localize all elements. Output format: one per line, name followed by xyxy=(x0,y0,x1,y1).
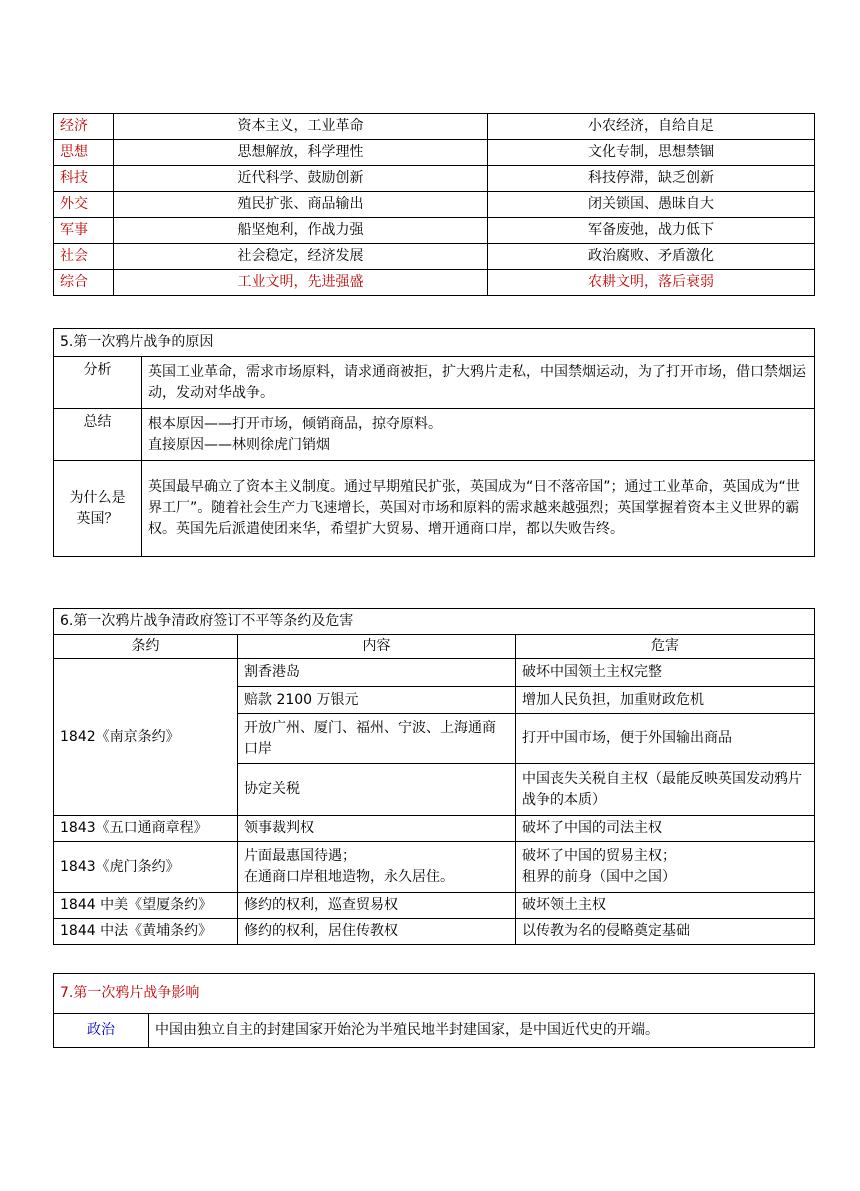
why-label-line2: 英国？ xyxy=(76,510,119,527)
comparison-west: 近代科学、鼓励创新 xyxy=(114,166,488,192)
treaty-content xyxy=(238,842,516,893)
comparison-row xyxy=(54,270,815,296)
treaty-wangxia: 1844 中美《望厦条约》 xyxy=(54,893,238,919)
treaty-content: 开放广州、厦门、福州、宁波、上海通商口岸 xyxy=(238,714,516,764)
treaty-content: 协定关税 xyxy=(238,764,516,816)
impact-table xyxy=(53,973,815,1048)
summary-root-cause: 根本原因——打开市场，倾销商品，掠夺原料。 xyxy=(148,415,442,432)
treaty-wukou: 1843《五口通商章程》 xyxy=(54,816,238,842)
comparison-label: 思想 xyxy=(54,140,114,166)
politics-label: 政治 xyxy=(54,1014,149,1048)
analysis-text: 英国工业革命，需求市场原料，请求通商被拒，扩大鸦片走私，中国禁烟运动，为了打开市场，借口禁烟运动，发动对华战争。 xyxy=(142,357,815,409)
treaty-harm: 以传教为名的侵略奠定基础 xyxy=(516,919,815,945)
comparison-row xyxy=(54,192,815,218)
comparison-label: 外交 xyxy=(54,192,114,218)
comparison-west: 工业文明，先进强盛 xyxy=(114,270,488,296)
comparison-label: 经济 xyxy=(54,114,114,140)
treaty-content: 领事裁判权 xyxy=(238,816,516,842)
treaty-harm: 破坏了中国的司法主权 xyxy=(516,816,815,842)
humen-harm-line2: 租界的前身（国中之国） xyxy=(522,869,676,885)
comparison-row xyxy=(54,140,815,166)
treaty-table xyxy=(53,608,815,945)
cause-title: 5.第一次鸦片战争的原因 xyxy=(54,329,815,357)
comparison-china: 科技停滞，缺乏创新 xyxy=(488,166,815,192)
impact-title: 7.第一次鸦片战争影响 xyxy=(54,974,815,1014)
comparison-table xyxy=(53,113,815,296)
comparison-west: 资本主义，工业革命 xyxy=(114,114,488,140)
treaty-harm: 中国丧失关税自主权（最能反映英国发动鸦片战争的本质） xyxy=(516,764,815,816)
comparison-row xyxy=(54,244,815,270)
treaty-harm: 增加人民负担，加重财政危机 xyxy=(516,687,815,714)
comparison-row xyxy=(54,114,815,140)
treaty-content: 赔款 2100 万银元 xyxy=(238,687,516,714)
treaty-huangpu: 1844 中法《黄埔条约》 xyxy=(54,919,238,945)
summary-cell xyxy=(142,409,815,461)
treaty-nanjing: 1842《南京条约》 xyxy=(54,659,238,816)
header-content: 内容 xyxy=(238,635,516,659)
comparison-china: 文化专制，思想禁锢 xyxy=(488,140,815,166)
comparison-west: 思想解放，科学理性 xyxy=(114,140,488,166)
humen-content-line1: 片面最惠国待遇； xyxy=(244,848,356,864)
comparison-row xyxy=(54,218,815,244)
why-label-line1: 为什么是 xyxy=(69,489,126,506)
why-text: 英国最早确立了资本主义制度。通过早期殖民扩张，英国成为“日不落帝国”；通过工业革命，英国成为“世界工厂”。随着社会生产力飞速增长，英国对市场和原料的需求越来越强烈；英国掌握着资本主义世界的霸权。英国先后派遣使团来华，希望扩大贸易、增开通商口岸，都以失败告终。 xyxy=(142,461,815,557)
why-label-cell xyxy=(54,461,142,557)
analysis-label: 分析 xyxy=(54,357,142,409)
treaty-harm: 打开中国市场，便于外国输出商品 xyxy=(516,714,815,764)
politics-text: 中国由独立自主的封建国家开始沦为半殖民地半封建国家，是中国近代史的开端。 xyxy=(149,1014,815,1048)
comparison-label: 军事 xyxy=(54,218,114,244)
comparison-label: 科技 xyxy=(54,166,114,192)
comparison-west: 船坚炮利，作战力强 xyxy=(114,218,488,244)
comparison-label: 综合 xyxy=(54,270,114,296)
treaty-harm: 破坏领土主权 xyxy=(516,893,815,919)
comparison-china: 政治腐败、矛盾激化 xyxy=(488,244,815,270)
summary-direct-cause: 直接原因——林则徐虎门销烟 xyxy=(148,436,330,453)
humen-content-line2: 在通商口岸租地造物，永久居住。 xyxy=(244,869,454,885)
comparison-west: 殖民扩张、商品输出 xyxy=(114,192,488,218)
treaty-title: 6.第一次鸦片战争清政府签订不平等条约及危害 xyxy=(54,609,815,635)
comparison-label: 社会 xyxy=(54,244,114,270)
comparison-china: 闭关锁国、愚昧自大 xyxy=(488,192,815,218)
comparison-china: 小农经济，自给自足 xyxy=(488,114,815,140)
cause-table xyxy=(53,328,815,557)
comparison-china: 军备废弛，战力低下 xyxy=(488,218,815,244)
comparison-west: 社会稳定，经济发展 xyxy=(114,244,488,270)
treaty-content: 修约的权利，巡查贸易权 xyxy=(238,893,516,919)
header-harm: 危害 xyxy=(516,635,815,659)
treaty-harm xyxy=(516,842,815,893)
humen-harm-line1: 破坏了中国的贸易主权； xyxy=(522,848,676,864)
comparison-row xyxy=(54,166,815,192)
treaty-content: 割香港岛 xyxy=(238,659,516,687)
treaty-content: 修约的权利，居住传教权 xyxy=(238,919,516,945)
treaty-harm: 破坏中国领土主权完整 xyxy=(516,659,815,687)
comparison-china: 农耕文明，落后衰弱 xyxy=(488,270,815,296)
summary-label: 总结 xyxy=(54,409,142,461)
treaty-humen: 1843《虎门条约》 xyxy=(54,842,238,893)
header-treaty: 条约 xyxy=(54,635,238,659)
